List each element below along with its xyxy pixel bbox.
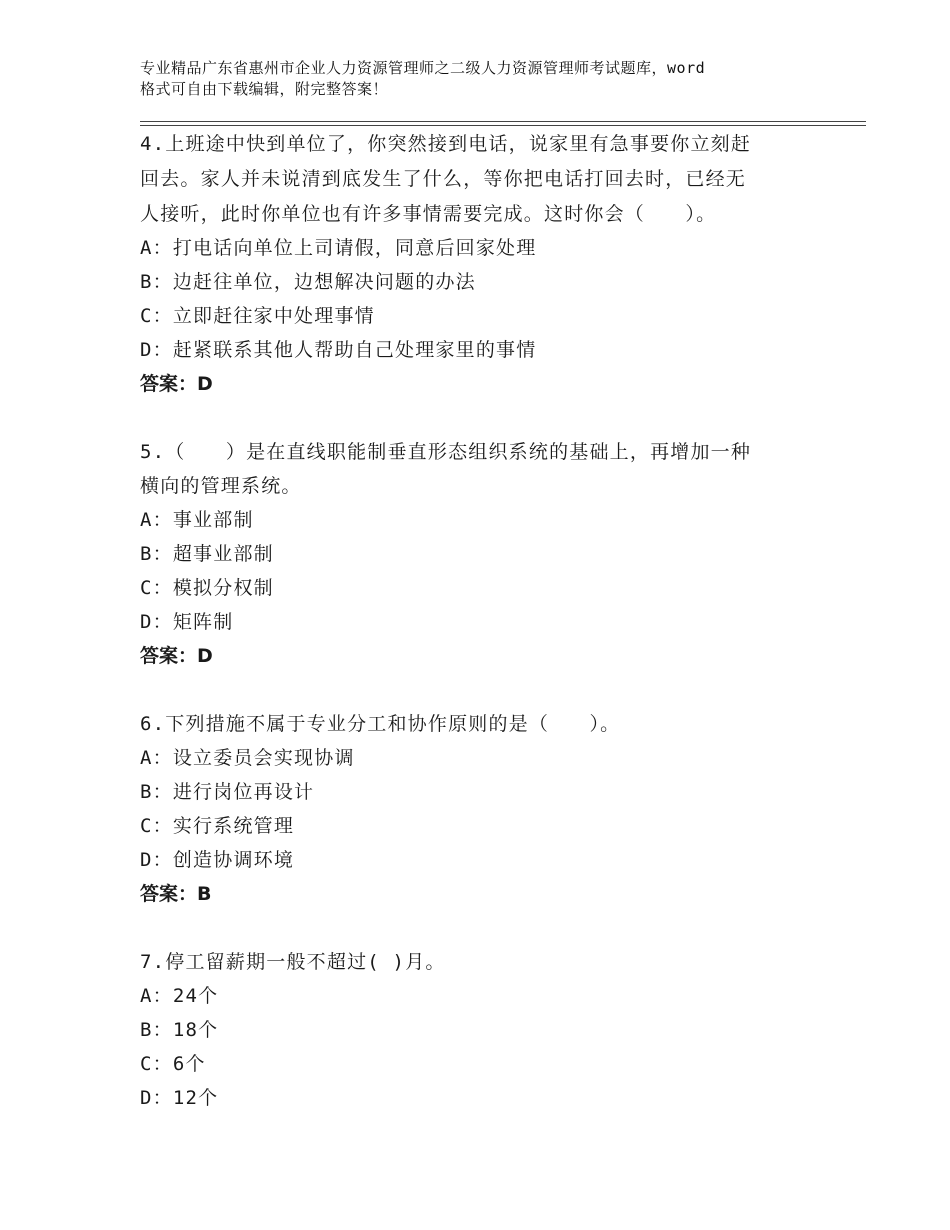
question-spacer xyxy=(140,401,840,435)
option-c: C：实行系统管理 xyxy=(140,815,295,837)
option-a: A：打电话向单位上司请假，同意后回家处理 xyxy=(140,237,537,259)
question-text-line: 6.下列措施不属于专业分工和协作原则的是（ ）。 xyxy=(140,713,621,735)
header-title-line-1: 专业精品广东省惠州市企业人力资源管理师之二级人力资源管理师考试题库，word xyxy=(140,59,706,77)
question-5 xyxy=(140,435,840,673)
option-b: B：18个 xyxy=(140,1019,219,1041)
answer-label: 答案：B xyxy=(140,883,212,905)
answer-label: 答案：D xyxy=(140,373,213,395)
option-b: B：超事业部制 xyxy=(140,543,274,565)
question-text-line: 5.（ ）是在直线职能制垂直形态组织系统的基础上，再增加一种 xyxy=(140,441,752,463)
option-a: A：设立委员会实现协调 xyxy=(140,747,355,769)
option-d: D：12个 xyxy=(140,1087,219,1109)
question-4 xyxy=(140,127,840,401)
question-text-line: 7.停工留薪期一般不超过( )月。 xyxy=(140,951,446,973)
question-text-line: 横向的管理系统。 xyxy=(140,475,302,497)
option-b: B：边赶往单位，边想解决问题的办法 xyxy=(140,271,476,293)
option-a: A：24个 xyxy=(140,985,219,1007)
document-header xyxy=(140,58,840,100)
question-text-line: 人接听，此时你单位也有许多事情需要完成。这时你会（ ）。 xyxy=(140,203,717,225)
option-d: D：创造协调环境 xyxy=(140,849,295,871)
option-c: C：立即赶往家中处理事情 xyxy=(140,305,375,327)
answer-label: 答案：D xyxy=(140,645,213,667)
question-list xyxy=(140,126,840,1115)
option-d: D：赶紧联系其他人帮助自己处理家里的事情 xyxy=(140,339,537,361)
header-divider-top xyxy=(140,121,866,122)
option-b: B：进行岗位再设计 xyxy=(140,781,315,803)
option-c: C：6个 xyxy=(140,1053,206,1075)
option-a: A：事业部制 xyxy=(140,509,254,531)
question-text-line: 回去。家人并未说清到底发生了什么，等你把电话打回去时，已经无 xyxy=(140,168,747,190)
question-7 xyxy=(140,945,840,1115)
header-title-line-2: 格式可自由下载编辑，附完整答案！ xyxy=(140,80,389,98)
question-6 xyxy=(140,707,840,911)
question-spacer xyxy=(140,911,840,945)
option-c: C：模拟分权制 xyxy=(140,577,274,599)
question-text-line: 4.上班途中快到单位了，你突然接到电话，说家里有急事要你立刻赶 xyxy=(140,133,752,155)
option-d: D：矩阵制 xyxy=(140,611,234,633)
question-spacer xyxy=(140,673,840,707)
